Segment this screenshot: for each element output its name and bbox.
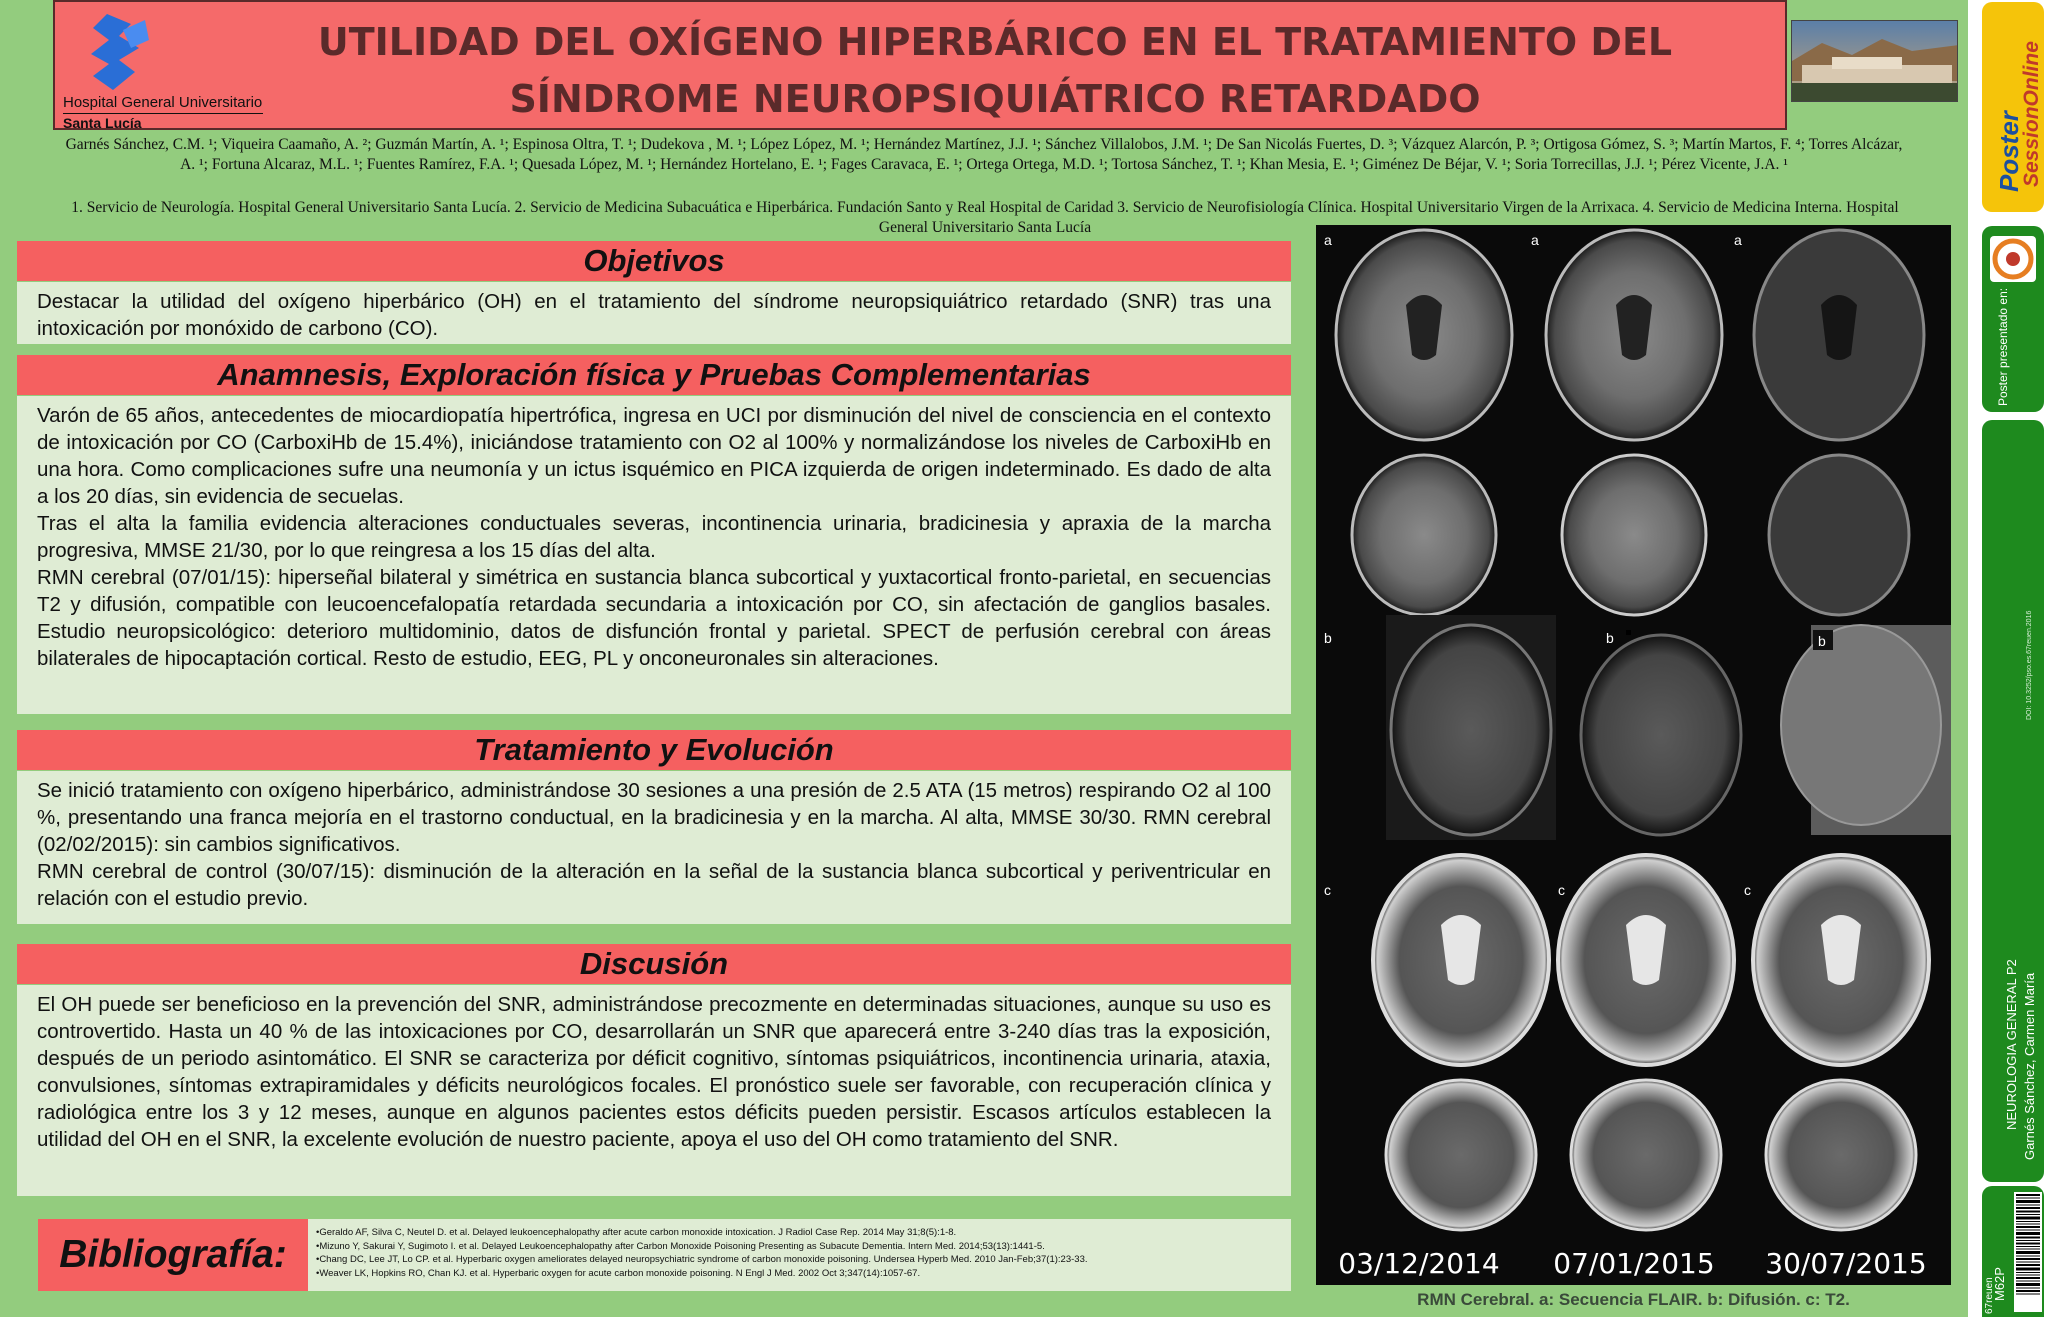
mri-label: a — [1734, 232, 1742, 248]
mri-row-b — [1386, 615, 1951, 840]
section-tratamiento-title: Tratamiento y Evolución — [17, 730, 1291, 770]
bibliography-item: •Weaver LK, Hopkins RO, Chan KJ. et al. Hyperbaric oxygen for acute carbon monoxide poisoning. N Engl J Med. 2002 Oct 3;347(14):1057-67. — [316, 1267, 921, 1279]
bibliography-label: Bibliografía: — [38, 1219, 308, 1291]
anamnesis-paragraph: Tras el alta la familia evidencia alteraciones conductuales severas, incontinencia urinaria, bradicinesia y apraxia de la marcha progresiva, MMSE 21/30, por lo que reingresa a los 15 días del alta. — [37, 512, 1271, 562]
mri-date: 03/12/2014 — [1338, 1247, 1500, 1280]
mri-date: 07/01/2015 — [1553, 1247, 1715, 1280]
affiliations: 1. Servicio de Neurología. Hospital General Universitario Santa Lucía. 2. Servicio de Medicina Subacuática e Hiperbárica. Fundación Santo y Real Hospital de Caridad 3. Servicio de Neurofisiología Clínica. Hospital Universitario Virgen de la Arrixaca. 4. Servicio de Medicina Interna. Hospital General Universitario Santa Lucía — [71, 199, 1899, 236]
presented-at-panel — [1982, 226, 2044, 412]
section-objetivos-title: Objetivos — [17, 241, 1291, 281]
doi-text: DOI: 10.3252/pso.es.67reuen.2016 — [2026, 610, 2033, 720]
mri-label: c — [1744, 882, 1751, 898]
section-anamnesis-title: Anamnesis, Exploración física y Pruebas Complementarias — [17, 355, 1291, 395]
discusion-text: El OH puede ser beneficioso en la prevención del SNR, administrándose precozmente en determinadas situaciones, aunque su uso es controvertido. Hasta un 40 % de las intoxicaciones por CO, desarrollarán un SNR que aparecerá entre 3-240 días tras la exposición, después de un periodo asintomático. El SNR se caracteriza por déficit cognitivo, síntomas psiquiátricos, incontinencia urinaria, ataxia, convulsiones, síntomas extrapiramidales y déficits neurológicos focales. El pronóstico suele ser favorable, con recuperación clínica y radiológica entre los 3 y 12 meses, aunque en algunos pacientes estos déficits pueden persistir. Escasos artículos establecen la utilidad del OH en el SNR, la excelente evolución de nuestro paciente, apoya el uso del OH como tratamiento del SNR. — [37, 993, 1271, 1151]
poster-info-panel — [1982, 420, 2044, 1182]
barcode-icon — [2014, 1192, 2042, 1312]
mri-figure — [1316, 225, 1951, 1285]
bibliography-item: •Geraldo AF, Silva C, Neutel D. et al. Delayed leukoencephalopathy after acute carbon monoxide intoxication. J Radiol Case Rep. 2014 May 31;8(5):1-8. — [316, 1227, 957, 1238]
poster-sidebar — [1968, 0, 2048, 1317]
mri-label: b — [1818, 633, 1826, 649]
section-discusion-title: Discusión — [17, 944, 1291, 984]
category-text: NEUROLOGIA GENERAL P2 — [2004, 959, 2019, 1130]
tratamiento-paragraph: RMN cerebral de control (30/07/15): disminución de la alteración en la señal de la sustancia blanca subcortical y periventricular en relación con el estudio previo. — [37, 860, 1271, 910]
hospital-photo — [1791, 20, 1958, 102]
anamnesis-paragraph: RMN cerebral (07/01/15): hiperseñal bilateral y simétrica en sustancia blanca subcortical y yuxtacortical fronto-parietal, en secuencias T2 y difusión, compatible con leucoencefalopatía retardada secundaria a intoxicación por CO, sin afectación de ganglios basales. Estudio neuropsicológico: deterioro multidominio, datos de disfunción frontal y parietal. SPECT de perfusión cerebral con áreas bilaterales de hipocaptación cortical. Resto de estudio, EEG, PL y onconeuronales sin alteraciones. — [37, 566, 1271, 670]
brand-word-1: Poster — [1994, 111, 2024, 192]
mri-caption: RMN Cerebral. a: Secuencia FLAIR. b: Difusión. c: T2. — [1417, 1290, 1850, 1309]
mri-label: c — [1324, 882, 1331, 898]
mri-label: b — [1324, 630, 1332, 646]
mri-label: c — [1558, 882, 1565, 898]
mri-label: a — [1324, 232, 1332, 248]
poster-tag: 67reuen — [1984, 1277, 1995, 1314]
section-objetivos-body — [17, 282, 1291, 344]
brand-word-2: SessionOnline — [2020, 41, 2043, 187]
postersession-brand[interactable] — [1982, 2, 2044, 212]
mri-label: b — [1606, 630, 1614, 646]
anamnesis-paragraph: Varón de 65 años, antecedentes de miocardiopatía hipertrófica, ingresa en UCI por disminución del nivel de consciencia en el contexto de intoxicación por CO (CarboxiHb de 15.4%), iniciándose tratamiento con O2 al 100% y normalizándose los niveles de CarboxiHb en una hora. Como complicaciones sufre una neumonía y un ictus isquémico en PICA izquierda de origen indeterminado. Es dado de alta a los 20 días, sin evidencia de secuelas. — [37, 404, 1271, 508]
presented-at-label: Poster presentado en: — [1996, 287, 2010, 406]
poster-code-panel — [1982, 1186, 2044, 1317]
mri-row-c — [1373, 855, 1929, 1230]
section-discusion-body — [17, 985, 1291, 1196]
hospital-logo-icon — [79, 10, 159, 94]
poster-header — [53, 0, 1787, 130]
poster-code: M62P — [1992, 1267, 2007, 1301]
section-tratamiento-body — [17, 771, 1291, 924]
mri-row-a — [1336, 230, 1924, 615]
logo-line-2: Santa Lucía — [63, 113, 263, 131]
bibliography-list — [308, 1219, 1291, 1291]
postersession-logo — [1982, 2, 2044, 212]
authors-list: Garnés Sánchez, C.M. ¹; Viqueira Caamaño, A. ²; Guzmán Martín, A. ¹; Espinosa Oltra, T. ¹; Dudekova , M. ¹; López López, M. ¹; Hernández Martínez, J.J. ¹; Sánchez Villalobos, J.M. ¹; De San Nicolás Fuertes, D. ³; Vázquez Alarcón, P. ³; Ortigosa Gómez, S. ³; Martín Martos, F. ⁴; Torres Alcázar, A. ¹; Fortuna Alcaraz, M.L. ¹; Fuentes Ramírez, F.A. ¹; Quesada López, M. ¹; Hernández Hortelano, E. ¹; Fages Caravaca, E. ¹; Ortega Ortega, M.D. ¹; Tortosa Sánchez, T. ¹; Khan Mesia, E. ¹; Giménez De Béjar, V. ¹; Soria Torrecillas, J.J. ¹; Pérez Vicente, J.A. ¹ — [65, 136, 1903, 173]
mri-label: a — [1531, 232, 1539, 248]
section-anamnesis-body — [17, 396, 1291, 714]
poster-title: UTILIDAD DEL OXÍGENO HIPERBÁRICO EN EL TRATAMIENTO DEL SÍNDROME NEUROPSIQUIÁTRICO RETARDADO — [317, 20, 1673, 121]
tratamiento-paragraph: Se inició tratamiento con oxígeno hiperbárico, administrándose 30 sesiones a una presión de 2.5 ATA (15 metros) respirando O2 al 100 %, presentando una franca mejoría en el trastorno conductual, en la bradicinesia y en la marcha. Al alta, MMSE 30/30. RMN cerebral (02/02/2015): sin cambios significativos. — [37, 779, 1271, 856]
logo-line-1: Hospital General Universitario — [63, 94, 263, 111]
bibliography-item: •Mizuno Y, Sakurai Y, Sugimoto I. et al. Delayed Leukoencephalopathy after Carbon Monoxide Poisoning Presenting as Subacute Dementia. Intern Med. 2014;53(13):1441-5. — [316, 1240, 1045, 1252]
mri-image-grid — [1316, 225, 1951, 1285]
author-text: Garnés Sánchez, Carmen María — [2022, 972, 2037, 1160]
mri-date: 30/07/2015 — [1765, 1247, 1927, 1280]
objetivos-text: Destacar la utilidad del oxígeno hiperbárico (OH) en el tratamiento del síndrome neuropsiquiátrico retardado (SNR) tras una intoxicación por monóxido de carbono (CO). — [37, 290, 1271, 340]
bibliography-item: •Chang DC, Lee JT, Lo CP. et al. Hyperbaric oxygen ameliorates delayed neuropsychiatric syndrome of carbon monoxide poisoning. Undersea Hyperb Med. 2010 Jan-Feb;37(1):23-33. — [316, 1254, 1088, 1265]
